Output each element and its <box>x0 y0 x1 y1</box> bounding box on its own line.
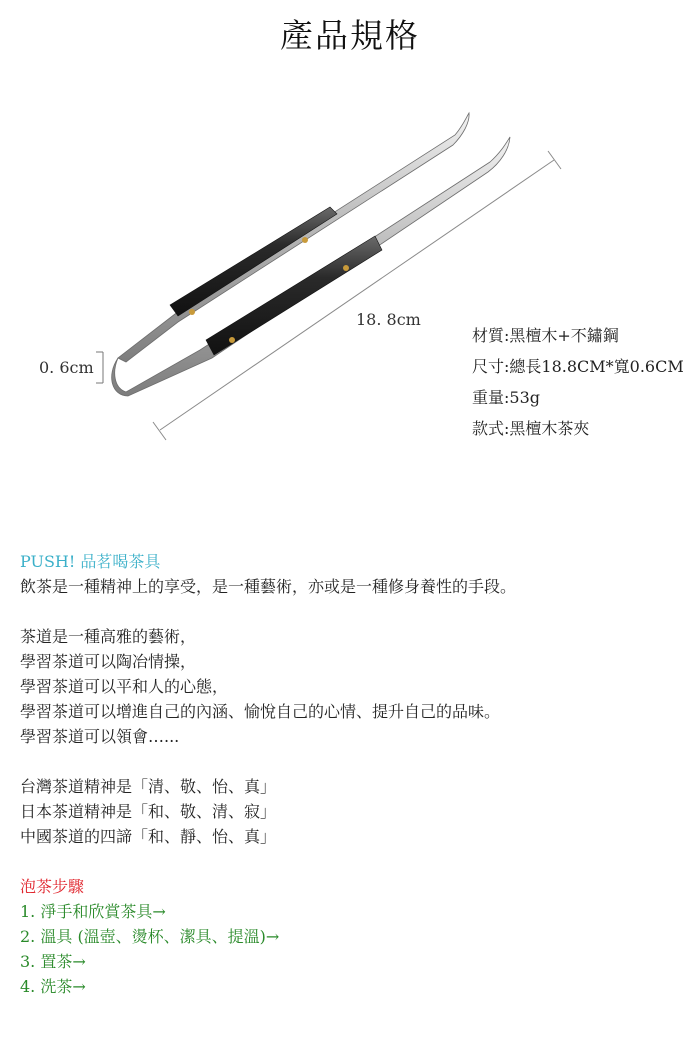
tea-article <box>20 549 690 999</box>
tea-art-line: 學習茶道可以陶冶情操， <box>20 652 197 671</box>
steps-heading: 泡茶步驟 <box>20 877 85 896</box>
tea-art-line: 學習茶道可以平和人的心態， <box>20 677 229 696</box>
spec-style: 款式:黑檀木茶夾 <box>472 419 590 438</box>
intro-line: 飲茶是一種精神上的享受，是一種藝術，亦或是一種修身養性的手段。 <box>20 577 517 596</box>
tea-art-line: 學習茶道可以領會…... <box>20 727 180 746</box>
spec-material: 材質:黑檀木+不鏽鋼 <box>472 326 619 345</box>
spirit-line: 台灣茶道精神是「清、敬、怡、真」 <box>20 777 277 796</box>
length-label: 18. 8cm <box>356 310 421 329</box>
spirit-line: 日本茶道精神是「和、敬、清、寂」 <box>20 802 277 821</box>
width-dimension-bracket <box>96 352 103 383</box>
tongs-lower-arm <box>112 137 510 396</box>
width-label: 0. 6cm <box>39 358 94 377</box>
page-title: 產品規格 <box>280 16 420 55</box>
step-item: 2. 溫具 (溫壺、燙杯、潔具、提溫)→ <box>20 927 280 946</box>
tea-art-line: 學習茶道可以增進自己的內涵、愉悅自己的心情、提升自己的品味。 <box>20 702 501 721</box>
spirit-line: 中國茶道的四諦「和、靜、怡、真」 <box>20 827 277 846</box>
step-item: 1. 淨手和欣賞茶具→ <box>20 902 166 921</box>
spec-size: 尺寸:總長18.8CM*寬0.6CM <box>472 357 684 376</box>
step-item: 4. 洗茶→ <box>20 977 86 996</box>
step-item: 3. 置茶→ <box>20 952 86 971</box>
tea-art-line: 茶道是一種高雅的藝術， <box>20 627 197 646</box>
push-heading: PUSH! 品茗喝茶具 <box>20 552 161 571</box>
spec-weight: 重量:53g <box>472 388 540 407</box>
spec-list <box>472 320 684 444</box>
